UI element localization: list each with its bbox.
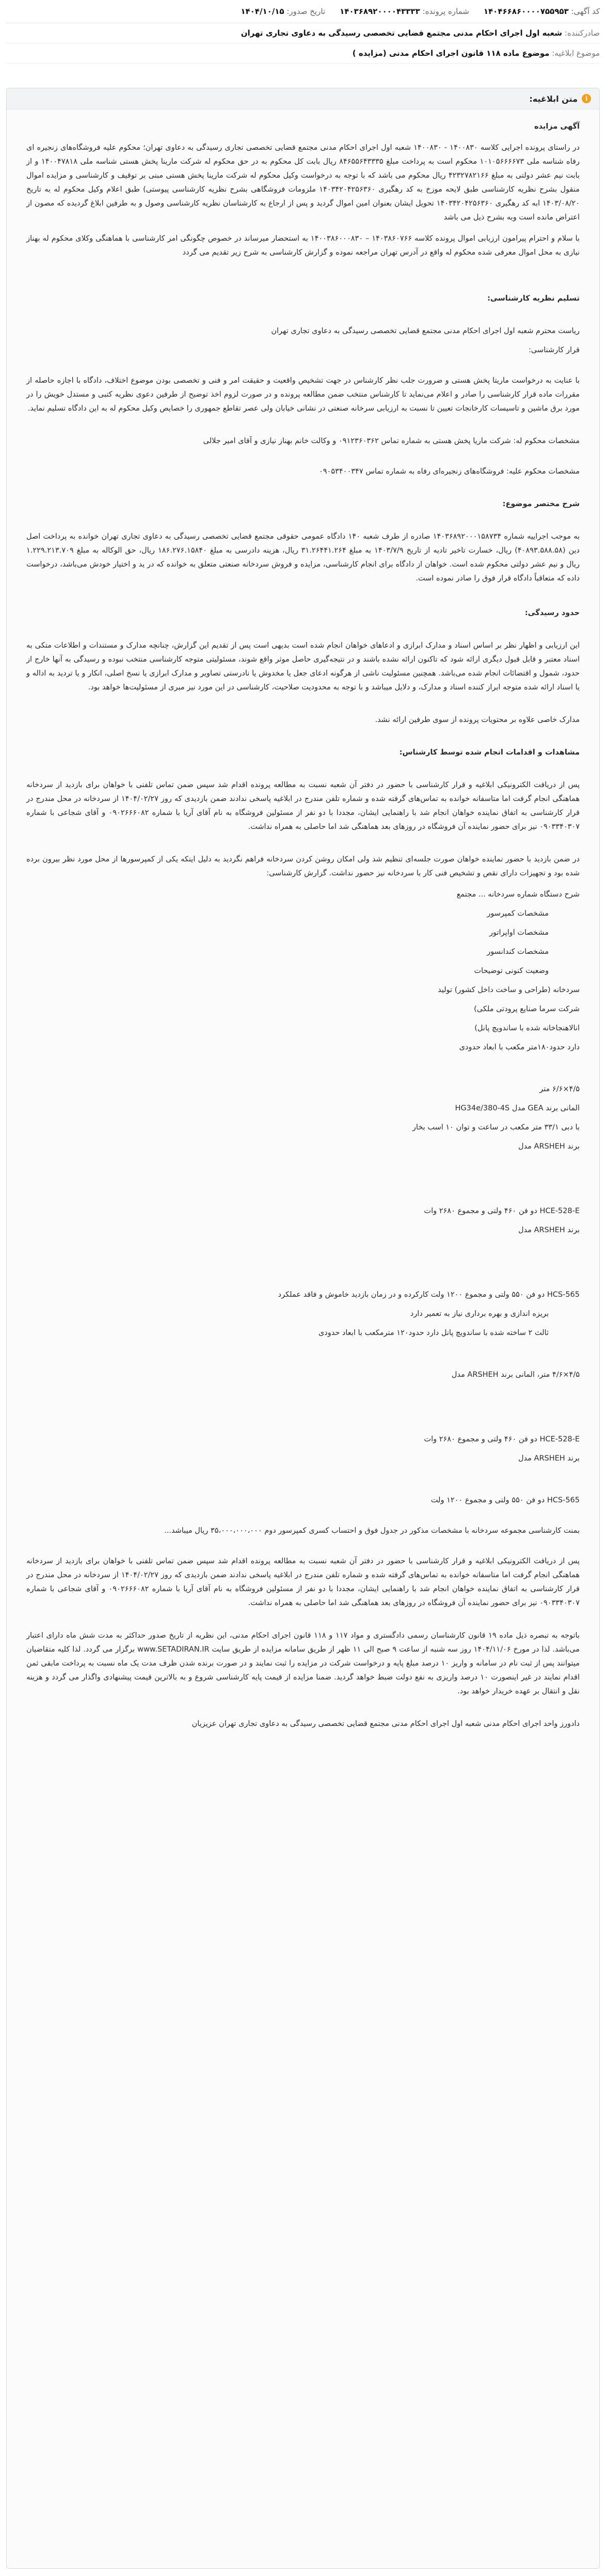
signature: دادورز واحد اجرای احکام مدنی شعبه اول اجرای احکام مدنی مجتمع قضایی تخصصی رسیدگی به دعاوی تجاری تهران عزیزیان [192, 1720, 580, 1728]
unit-6-title: HCS-565 دو فن ۵۵۰ ولتی و مجموع ۱۲۰۰ ولت [430, 1496, 580, 1504]
subject-row [6, 43, 600, 64]
spec-item: دارد حدود۱۸۰متر مکعب با ابعاد حدودی [459, 1043, 580, 1051]
unit-3-note: بریزه اندازی و بهره برداری نیاز به تعمیر دارد [410, 1310, 549, 1318]
heading-ad: آگهی مزایده [534, 122, 580, 131]
unit-3-title: HCS-565 دو فن ۵۵۰ ولتی و مجموع ۱۲۰۰ ولت کارکرده و در زمان بازدید خاموش و فاقد عملکرد [278, 1291, 580, 1299]
unit-1-capacity: با دبی ۳۳/۱ متر مکعب در ساعت و توان ۱۰ اسب بخار [412, 1123, 580, 1132]
case-number [340, 7, 469, 16]
heading-actions: مشاهدات و اقدامات انجام شده توسط کارشناس: [399, 748, 580, 757]
ad-code-label: کد آگهی: [571, 7, 600, 16]
paragraph-1: در راستای پرونده اجرایی کلاسه ۱۴۰۰۸۳۰ - ۱۴۰۰۸۳۰ شعبه اول اجرای احکام مدنی مجتمع قضایی تخصصی تجاری رسیدگی به دعاوی تهران؛ محکوم علیه فروشگاه‌های زنجیره ای رفاه شناسه ملی ۱۰۱۰۵۶۶۶۶۷۳ محکوم است به پرداخت مبلغ ۸۴۶۵۵۶۴۳۳۳۵ ریال بابت کل محکوم به در حق محکوم له شرکت مارینا پخش هستی شناسه ملی ۱۴۰۰۴۷۸۱۸ و از بابت نیم عشر دولتی به مبلغ ۴۲۳۲۷۸۲۱۶۶ ریال محکوم می باشد که با توجه به درخواست وکیل محکوم له شرکت مارینا پخش هستی مبنی بر توقیف و کارشناسی و مزایده اموال منقول بشرح نظریه کارشناسی طبق لایحه موزخ به کد رهگیری ۱۴۰۳۴۲۰۴۲۵۶۳۶۰ ملزومات فروشگاهی بشرح نظریه کارشناسی پیوستی) طبق اعلام وکیل محکوم له به تاریخ ۱۴۰۳/۰۸/۲۰ ابه کد رهگیری ۱۴۰۳۴۲۰۴۲۵۶۳۶۰ تحویل ایشان بعنوان امین اموال گردید و پس از ارجاع به کارشناسان نظریه کارشناسی وصول و به طرفین ابلاغ گردیده که مصون از اعتراض مانده است وبه بشرح ذیل می باشد [26, 144, 580, 222]
spec-item: شرکت سرما صنایع پرودتی ملکی) [474, 1005, 580, 1013]
paragraph-10: پس از دریافت الکترونیکی ابلاغیه و قرار کارشناسی با حضور در دفتر آن شعبه نسبت به مطالعه پرونده اقدام شد سپس ضمن تماس تلفنی با خواهان برای بازدید از سردخانه هماهنگی انجام گرفت اما متاسفانه خوانده به تماس‌های گرفته شده و شماره تلفن مندرج در ابلاغیه پاسخی ندادند ضمن بازدیدی که روز ۱۴۰۴/۰۲/۲۷ از سردخانه در محل مندرج در قرار کارشناسی به اتفاق نماینده خواهان انجام شد با راهنمایی ایشان، مجددا با دو نفر از مسئولین فروشگاه به نام آقای آریا با شماره ۰۹۰۲۶۶۶۰۸۲ و آقای شجاعی با شماره ۰۹۰۳۳۴۰۳۰۷ نیز برای حضور نماینده آن فروشگاه در روزهای بعد هماهنگی شد اما حاصلی به همراه نداشت. [26, 1557, 580, 1607]
unit-3-volume: ثالث ۲ ساخته شده با ساندویچ پانل دارد حدود۱۲۰ مترمکعب با ابعاد حدودی [318, 1329, 549, 1337]
paragraph-7: پس از دریافت الکترونیکی ابلاغیه و قرار کارشناسی با حضور در دفتر آن شعبه نسبت به مطالعه پرونده اقدام شد سپس ضمن تماس تلفنی با خواهان برای بازدید از سردخانه هماهنگی انجام گرفت اما متاسفانه خوانده به تماس‌های گرفته شده و شماره تلفن مندرج در ابلاغیه پاسخی ندادند ضمن بازدیدی که روز ۱۴۰۴/۰۲/۲۷ از سردخانه در محل مندرج در قرار کارشناسی به اتفاق نماینده خواهان انجام شد با راهنمایی ایشان، مجددا با دو نفر از مسئولین فروشگاه به نام آقای آریا با شماره ۰۹۰۲۶۶۶۰۸۲ و آقای شجاعی با شماره ۰۹۰۳۳۴۰۳۰۷ نیز برای حضور نماینده آن فروشگاه در روزهای بعد هماهنگی شد اما حاصلی به همراه نداشت. [26, 781, 580, 831]
paragraph-4: به موجب اجراییه شماره ۱۴۰۳۶۸۹۲۰۰۰۱۵۸۷۳۴ صادره از طرف شعبه ۱۴۰ دادگاه عمومی حقوقی مجتمع قضایی تخصصی رسیدگی به دعاوی تجاری تهران خوانده به پرداخت اصل دین (۴۰۸۹۳.۵۸۸.۵۸) ریال، خسارت تاخیر تادیه از تاریخ ۱۴۰۳/۷/۹ به مبلغ ۳۱.۲۶۴۴۱.۲۶۴ ریال، هزینه دادرسی به مبلغ ۱۸۶.۲۷۶.۱۵۸۴۰ ریال، حق الوکاله به مبلغ ۱.۲۲۹.۲۱۳.۷۰۹ ریال و نیم عشر دولتی محکوم شده است. خواهان از دادگاه برای انجام کارشناسی، مزایده و فروش سردخانه صنعتی متعلق به خوانده که در ید و اختیار خودش می‌باشد، درخواست داده که متعاقباً دادگاه قرار فوق را صادر نموده است. [26, 532, 580, 583]
unit-2-brand: برند ARSHEH مدل [518, 1226, 580, 1234]
notice-body [7, 109, 599, 1747]
heading-description: شرح مختصر موضوع: [502, 500, 580, 508]
paragraph-8: در ضمن بازدید با حضور نماینده خواهان صورت جلسه‌ای تنظیم شد ولی امکان روشن کردن سردخانه فراهم نگردید به دلیل اینکه یکی از کمپرسورها از محل مورد نظر بیرون برده شده بود و تجهیزات دارای نقص و تشخیص فنی کار با سردخانه نیز حضور نداشت. گزارش کارشناسی: [26, 855, 580, 877]
ad-code [484, 7, 600, 16]
subject-label: موضوع ابلاغیه: [552, 49, 600, 58]
valuation-paragraph: بمنت کارشناسی مجموعه سردخانه با مشخصات مذکور در جدول فوق و احتساب کسری کمپرسور دوم ۳۵،۰۰۰،۰۰۰،۰۰۰ ریال میباشد... [164, 1527, 580, 1535]
unit-1-brand: برند ARSHEH مدل [518, 1142, 580, 1151]
heading-limits: حدود رسیدگی: [524, 609, 580, 617]
spec-item: مشخصات کندانسور [487, 948, 549, 956]
unit-1-dimensions: ۴/۵×۶/۶ متر [539, 1085, 580, 1093]
issuer-row [6, 23, 600, 43]
paragraph-6: مدارک خاصی علاوه بر محتویات پرونده از سوی طرفین ارائه نشد. [375, 716, 580, 724]
spec-item: مشخصات اواپراتور [489, 929, 549, 937]
unit-2-title: HCE-528-E دو فن ۴۶۰ ولتی و مجموع ۲۶۸۰ وات [424, 1207, 580, 1215]
spec-title: شرح دستگاه شماره سردخانه ... مجتمع [456, 890, 580, 899]
addressee: ریاست محترم شعبه اول اجرای احکام مدنی مجتمع قضایی تخصصی رسیدگی به دعاوی تجاری تهران [271, 327, 580, 335]
debtor-info: مشخصات محکوم علیه: فروشگاه‌های زنجیره‌ای رفاه به شماره تماس ۰۹۰۵۳۴۰۰۳۴۷ [318, 467, 580, 476]
issuer-label: صادرکننده: [564, 28, 600, 38]
issue-date-value: ۱۴۰۴/۱۰/۱۵ [241, 7, 284, 16]
case-number-value: ۱۴۰۳۶۸۹۲۰۰۰۰۴۳۳۳۳ [340, 7, 420, 16]
paragraph-5: این ارزیابی و اظهار نظر بر اساس اسناد و مدارک ابرازی و ادعاهای خواهان انجام شده است بدیهی است پس از تقدیم این گزارش، چنانچه مدارک و مستندات و اطلاعات متکی به اسناد معتبر و قابل قبول دیگری ارائه شود که تاکنون ارائه نشده باشند و در نتیجه‌گیری حاصل موثر واقع شوند، مسئولیتی متوجه کارشناسی منتخب نبوده و رسیدگی به آنها خارج از حدود، شمول و اقتضائات انجام شده می‌باشد. همچنین مسئولیت ناشی از هرگونه ادعای جعل یا مخدوش یا نادرستی تصاویر و مدارک ابرازی یا نسخ اصلی، انکار و یا تردید به اداله و یا اسناد ارائه شده متوجه ابراز کننده اسناد و مدارک، و دلایل میباشد و با توجه به محدودیت صلاحیت، کارشناسی در این مورد نیز مبری از مسئولیت‌ها خواهد بود. [26, 641, 580, 692]
client-info: مشخصات محکوم له: شرکت ماریا پخش هستی به شماره تماس ۰۹۱۲۳۶۰۳۶۲ و وکالت خانم بهناز نیازی و آقای امیر جلالی [203, 437, 580, 445]
paragraph-11: باتوجه به تبصره ذیل ماده ۱۹ قانون کارشناسان رسمی دادگستری و مواد ۱۱۷ و ۱۱۸ قانون اجرای احکام مدنی، این نظریه از تاریخ صدور حداکثر به مدت شش ماه دارای اعتبار می‌باشد. لذا در مورخ ۱۴۰۴/۱۱/۰۶ روز سه شنبه از ساعت ۹ صبح الی ۱۱ ظهر از طریق سامانه مزایده از طریق سایت www.SETADIRAN.IR برگزار می گردد. لذا کلیه متقاضیان میتوانند پس از ثبت نام در سامانه و واریز ۱۰ درصد مبلغ پایه و درخواست شرکت در مزایده را ثبت نمایند و در صورت برنده شدن ظرف مدت یک ماه نسبت به پرداخت مابقی ثمن اقدام نمایند در غیر اینصورت ۱۰ درصد واریزی به نفع دولت ضبط خواهد گردید. ضمنا مزایده از قیمت پایه کارشناسی شروع و به بالاترین قیمت پیشنهادی واگذار می گردد و هزینه نقل و انتقال بر عهده خریدار خواهد بود. [26, 1631, 580, 1695]
spec-item: سردخانه (طراحی و ساخت داخل کشور) تولید [438, 986, 580, 994]
unit-5-title: HCE-528-E دو فن ۴۶۰ ولتی و مجموع ۲۶۸۰ وات [424, 1435, 580, 1443]
case-number-label: شماره پرونده: [422, 7, 469, 16]
header-meta-row [6, 0, 600, 23]
spec-item: مشخصات کمپرسور [487, 909, 549, 918]
info-icon: i [582, 94, 591, 103]
spec-list [26, 907, 580, 978]
paragraph-3: با عنایت به درخواست ماریتا پخش هستی و ضرورت جلب نظر کارشناس در جهت تشخیص واقعیت و حقیقت امر و فنی و تخصصی بودن موضوع اختلاف، دادگاه با اجازه حاصله از مقررات ماده قرار کارشناسی را صادر و اعلام می‌نماید تا کارشناس منتخب ضمن مطالعه پرونده و در صورت لزوم اخذ توضیح از طرفین دعوی نظریه کتبی و مستدل خویش را در مورد برق ماشین و تاسیسات کارخانجات تعیین تا نسبت به ارزیابی سرخانه صنعتی در نشانی خیابان ولی عصر تقاطع جمهوری را خصایص وکیل محکوم له به این دادگاه تسلیم نماید. [26, 376, 580, 413]
subject-value: موضوع ماده ۱۱۸ قانون اجرای احکام مدنی (مزایده ) [352, 49, 550, 58]
spec-item: انالاهنجاخانه شده با ساندویچ پانل) [474, 1024, 580, 1032]
notice-title: متن ابلاغیه: [529, 93, 578, 104]
paragraph-2: با سلام و احترام پیرامون ارزیابی اموال پرونده کلاسه ۱۴۰۳۸۶۰۷۶۶ – ۱۴۰۰۳۸۶۰۰۰۸۳۰ به استحضار میرساند در خصوص چگونگی امر کارشناسی با هماهنگی وکلای محکوم له بهناز نیازی به محل اموال معرفی شده محکوم له واقع در آدرس تهران مراجعه نموده و گزارش کارشناسی به شرح زیر تقدیم می گردد [26, 234, 580, 257]
heading-report: تسلیم نظریه کارشناسی: [487, 294, 580, 303]
notice-header [7, 88, 599, 109]
spec-item: وضعیت کنونی توضیحات [474, 967, 549, 975]
issue-date-label: تاریخ صدور: [286, 7, 326, 16]
unit-4: ۴/۵×۴/۶ متر، المانی برند ARSHEH مدل [451, 1371, 580, 1379]
unit-1-model: المانی برند GEA مدل HG34e/380-4S [455, 1104, 580, 1112]
issue-date [241, 7, 325, 16]
order-label: قرار کارشناسی: [529, 346, 580, 354]
notice-box [6, 88, 600, 2569]
unit-5-brand: برند ARSHEH مدل [518, 1454, 580, 1463]
ad-code-value: ۱۴۰۴۶۶۸۶۰۰۰۰۷۵۵۹۵۳ [483, 7, 569, 16]
issuer-value: شعبه اول اجرای احکام مدنی مجتمع قضایی تخصصی رسیدگی به دعاوی تجاری تهران [241, 28, 562, 38]
